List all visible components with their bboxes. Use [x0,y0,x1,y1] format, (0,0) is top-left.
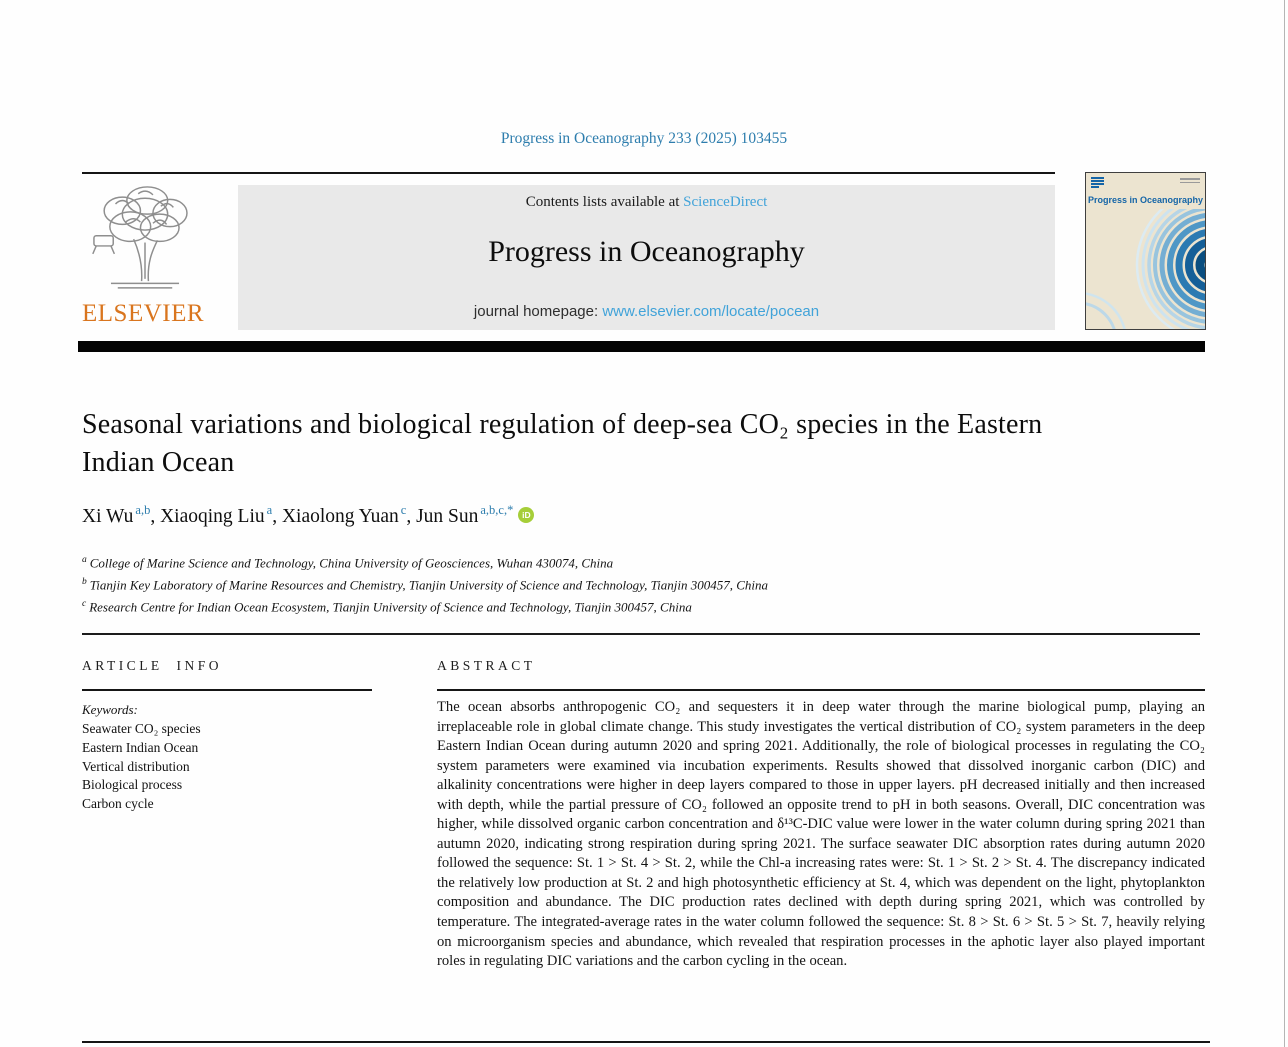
author: Xiaoqing Liu $^a$, [160,503,282,527]
keyword-item: Seawater CO₂ species [82,721,201,736]
abstract-section [437,658,1205,972]
affiliation-line: $^a$ College of Marine Science and Technology, China University of Geosciences, Wuhan 430074, China [82,555,614,571]
homepage-url-link[interactable]: www.elsevier.com/locate/pocean [602,303,820,320]
page-edge [1284,0,1285,1047]
author-affil-sup: a [266,503,273,517]
journal-title: Progress in Oceanography [488,235,805,268]
keyword-item: Biological process [82,777,183,793]
article-info-rule [82,689,372,691]
cover-journal-title: Progress in Oceanography [1087,195,1204,205]
keyword-item: Vertical distribution [82,758,190,774]
author: Xi Wu $^{a,b}$, [82,503,161,527]
article-info-section [82,658,382,814]
article-title: Seasonal variations and biological regulation of deep-sea CO₂ species in the Eastern Indian Ocean [82,409,1043,478]
elsevier-logo [82,179,210,330]
journal-cover-thumbnail [1085,172,1206,330]
author: Xiaolong Yuan $^c$, [281,503,417,527]
abstract-heading: ABSTRACT [437,658,536,673]
homepage-line [238,303,1055,320]
affiliation-line: $^b$ Tianjin Key Laboratory of Marine Resources and Chemistry, Tianjin University of Science and Technology, Tianjin 300457, China [82,577,769,593]
article-info-heading: ARTICLE INFO [82,658,223,673]
cover-issn-lines [1180,178,1200,185]
keyword-item: Carbon cycle [82,796,154,812]
cover-contour-art-icon [1086,209,1205,329]
author-affil-sup: a,b,c,* [480,503,514,517]
author-affil-sup: a,b [135,503,151,517]
info-abstract-top-rule [82,633,1200,635]
abstract-text: The ocean absorbs anthropogenic CO₂ and sequesters it in deep water through the marine biological pump, playing an irreplaceable role in global climate change. This study investigates the vertical distribution of CO₂ system parameters in the deep Eastern Indian Ocean during autumn 2020 and spring 2021. Additionally, the role of biological processes in regulating the CO₂ system parameters were examined via incubation experiments. Results showed that dissolved inorganic carbon (DIC) and alkalinity concentrations were higher in deep layers compared to those in upper layers. pH decreased initially and then increased with depth, while the partial pressure of CO₂ followed an opposite trend to pH in both seasons. Overall, DIC concentration was higher, while dissolved organic carbon concentration and δ¹³C-DIC value were lower in the water column during spring 2021 than autumn 2020, indicating strong respiration during spring 2021. The surface seawater DIC absorption rates during autumn 2020 followed the sequence: St. 1 > St. 4 > St. 2, while the Chl-a increasing rates were: St. 1 > St. 2 > St. 4. The discrepancy indicated the relatively low production at St. 2 and high photosynthetic efficiency at St. 4, which was dependent on the light, phytoplankton composition and abundance. The DIC production rates declined with depth during spring 2021, which was controlled by temperature. The integrated-average rates in the water column followed the sequence: St. 8 > St. 6 > St. 5 > St. 7, heavily relying on microorganism species and abundance, which revealed that respiration processes in the aphotic layer also played important roles in regulating DIC variations and the carbon cycling in the ocean. [437,699,1205,970]
cover-publisher-mark [1091,177,1104,192]
affiliations [82,551,1132,617]
homepage-label: journal homepage: [473,303,603,320]
contents-text: Contents lists available at [525,194,684,210]
orcid-icon[interactable]: iD [518,507,534,523]
keywords-label: Keywords: [82,702,138,717]
keywords-list [82,720,382,814]
page-bottom-rule [82,1041,1210,1043]
author-line [82,503,982,528]
abstract-rule [437,689,1205,691]
section-divider-bar [78,341,1205,352]
journal-banner [238,185,1055,330]
author: Jun Sun $^{a,b,c,*}$ [416,503,514,527]
header-top-rule [82,172,1055,174]
elsevier-wordmark: ELSEVIER [82,300,205,327]
elsevier-tree-icon [86,179,204,297]
contents-line [238,194,1055,211]
affiliation-line: $^c$ Research Centre for Indian Ocean Ecosystem, Tianjin University of Science and Technology, Tianjin 300457, China [82,599,692,615]
keyword-item: Eastern Indian Ocean [82,739,199,755]
author-affil-sup: c [400,503,407,517]
sciencedirect-link[interactable]: ScienceDirect [683,194,768,210]
running-head-citation[interactable]: Progress in Oceanography 233 (2025) 103455 [500,130,788,147]
